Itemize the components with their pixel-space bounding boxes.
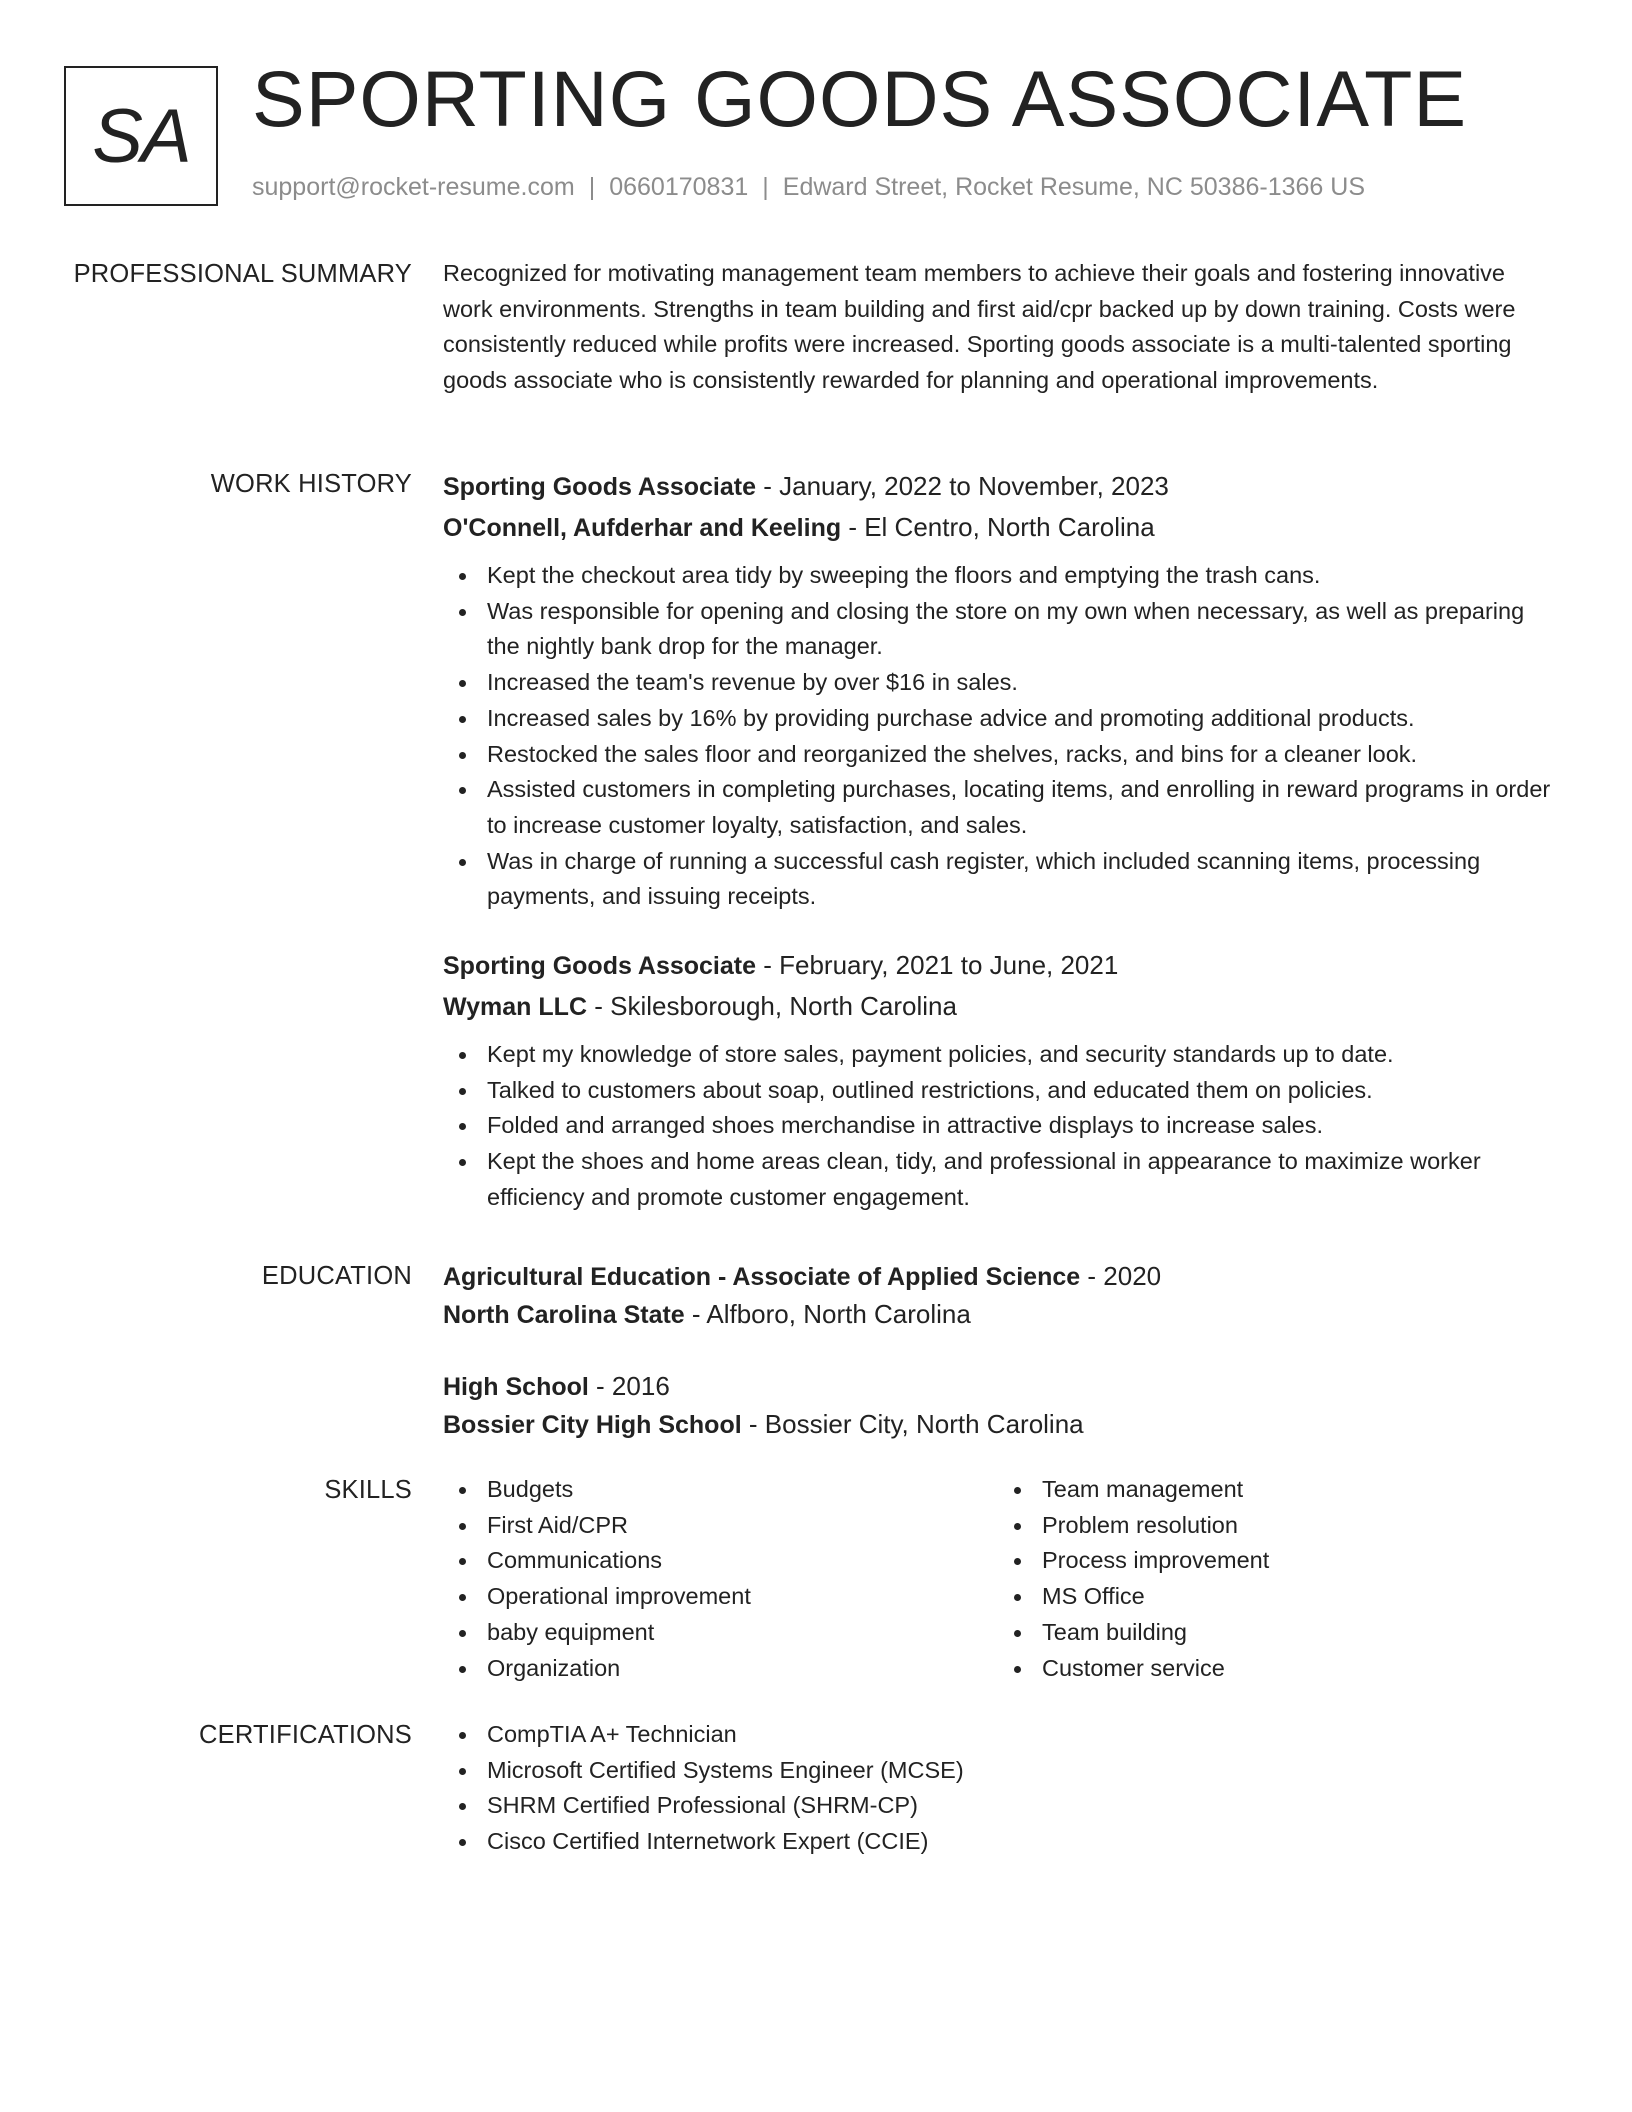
list-item: Increased the team's revenue by over $16 in sales.	[487, 665, 1553, 701]
school-line	[443, 1296, 1553, 1334]
skill-item: baby equipment	[487, 1615, 998, 1651]
certification-item: Microsoft Certified Systems Engineer (MCSE)	[487, 1753, 1553, 1789]
certifications-list	[443, 1717, 1553, 1860]
school-location: - Bossier City, North Carolina	[741, 1409, 1084, 1439]
skill-item: Customer service	[1042, 1651, 1553, 1687]
monogram-logo: SA	[64, 66, 218, 206]
certification-item: CompTIA A+ Technician	[487, 1717, 1553, 1753]
job-location: - El Centro, North Carolina	[841, 512, 1155, 542]
grad-year: - 2016	[588, 1371, 670, 1401]
job-company-line	[443, 986, 1553, 1027]
separator: |	[588, 173, 596, 201]
resume-title: SPORTING GOODS ASSOCIATE	[252, 54, 1468, 143]
job-entry	[443, 466, 1553, 915]
job-bullets	[443, 558, 1553, 915]
list-item: Was responsible for opening and closing the store on my own when necessary, as well as preparing the nightly bank drop for the manager.	[487, 594, 1553, 665]
section-label-certifications: CERTIFICATIONS	[199, 1721, 412, 1749]
skill-item: Organization	[487, 1651, 998, 1687]
job-entry	[443, 945, 1553, 1216]
list-item: Kept the shoes and home areas clean, tidy, and professional in appearance to maximize worker efficiency and promote customer engagement.	[487, 1144, 1553, 1215]
skill-item: Problem resolution	[1042, 1508, 1553, 1544]
list-item: Folded and arranged shoes merchandise in attractive displays to increase sales.	[487, 1108, 1553, 1144]
job-dates: - January, 2022 to November, 2023	[756, 471, 1169, 501]
skill-item: Process improvement	[1042, 1543, 1553, 1579]
certification-item: SHRM Certified Professional (SHRM-CP)	[487, 1788, 1553, 1824]
list-item: Kept the checkout area tidy by sweeping the floors and emptying the trash cans.	[487, 558, 1553, 594]
job-location: - Skilesborough, North Carolina	[587, 991, 957, 1022]
contact-line	[252, 172, 1365, 202]
summary-text: Recognized for motivating management team members to achieve their goals and fostering innovative work environments. Strengths in team building and first aid/cpr backed up by down training. Costs were consistently reduced while profits were increased. Sporting goods associate is a multi-talented sporting goods associate who is consistently rewarded for planning and operational improvements.	[443, 260, 1516, 394]
skill-item: Team management	[1042, 1472, 1553, 1508]
company-name: Wyman LLC	[443, 993, 587, 1022]
job-title: Sporting Goods Associate	[443, 473, 757, 501]
grad-year: - 2020	[1080, 1261, 1162, 1291]
job-bullets	[443, 1037, 1553, 1216]
education-entry	[443, 1258, 1553, 1334]
list-item: Increased sales by 16% by providing purchase advice and promoting additional products.	[487, 701, 1553, 737]
list-item: Restocked the sales floor and reorganized the shelves, racks, and bins for a cleaner look.	[487, 737, 1553, 773]
skill-item: First Aid/CPR	[487, 1508, 998, 1544]
skill-item: MS Office	[1042, 1579, 1553, 1615]
degree-line	[443, 1368, 1553, 1406]
job-company-line	[443, 507, 1553, 548]
skill-item: Budgets	[487, 1472, 998, 1508]
skill-item: Operational improvement	[487, 1579, 998, 1615]
school-line	[443, 1406, 1553, 1444]
job-title-line	[443, 945, 1553, 986]
section-label-summary: PROFESSIONAL SUMMARY	[73, 260, 412, 288]
school-name: North Carolina State	[443, 1301, 685, 1329]
skill-item: Communications	[487, 1543, 998, 1579]
section-label-education: EDUCATION	[261, 1262, 412, 1290]
section-label-work-history: WORK HISTORY	[210, 470, 412, 498]
section-label-skills: SKILLS	[324, 1476, 412, 1504]
list-item: Kept my knowledge of store sales, payment policies, and security standards up to date.	[487, 1037, 1553, 1073]
list-item: Talked to customers about soap, outlined restrictions, and educated them on policies.	[487, 1073, 1553, 1109]
job-title: Sporting Goods Associate	[443, 952, 757, 981]
job-dates: - February, 2021 to June, 2021	[756, 950, 1119, 981]
phone-number: 0660170831	[609, 173, 749, 201]
email-link[interactable]: support@rocket-resume.com	[252, 173, 575, 201]
separator: |	[762, 173, 769, 201]
certification-item: Cisco Certified Internetwork Expert (CCIE)	[487, 1824, 1553, 1860]
skill-item: Team building	[1042, 1615, 1553, 1651]
education-entry	[443, 1368, 1553, 1444]
degree: High School	[443, 1373, 589, 1401]
skills-list	[443, 1472, 998, 1686]
skills-list	[998, 1472, 1553, 1686]
school-location: - Alfboro, North Carolina	[684, 1299, 971, 1329]
address: Edward Street, Rocket Resume, NC 50386-1366 US	[782, 173, 1365, 201]
job-title-line	[443, 466, 1553, 507]
list-item: Assisted customers in completing purchases, locating items, and enrolling in reward programs in order to increase customer loyalty, satisfaction, and sales.	[487, 772, 1553, 843]
company-name: O'Connell, Aufderhar and Keeling	[443, 514, 842, 542]
degree-line	[443, 1258, 1553, 1296]
school-name: Bossier City High School	[443, 1411, 742, 1439]
list-item: Was in charge of running a successful cash register, which included scanning items, processing payments, and issuing receipts.	[487, 844, 1553, 915]
degree: Agricultural Education - Associate of Applied Science	[443, 1263, 1081, 1291]
